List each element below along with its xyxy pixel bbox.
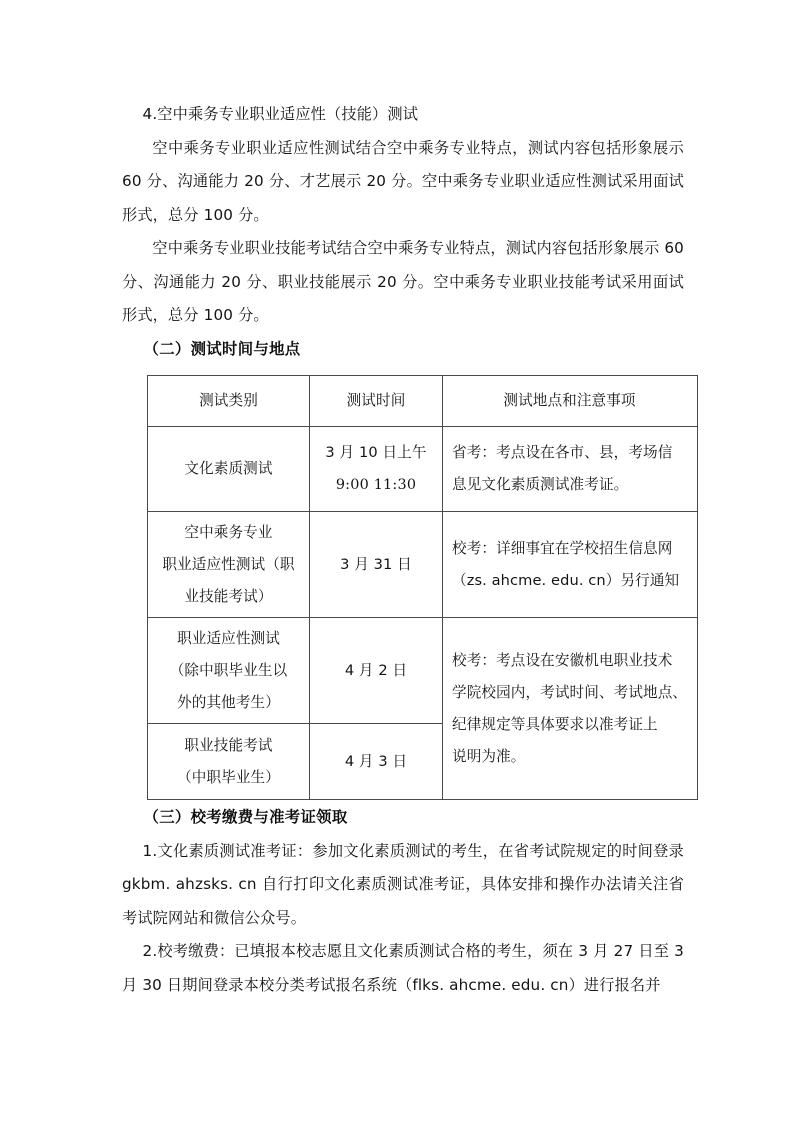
- header-category: 测试类别: [148, 376, 310, 427]
- cell-category: [148, 512, 310, 618]
- cell-text-line: 职业适应性测试（职: [162, 555, 295, 573]
- document-body: [122, 98, 684, 366]
- cell-text-line: 3 月 31 日: [340, 555, 412, 573]
- cell-text-line: 说明为准。: [452, 747, 526, 765]
- cell-text-line: 9:00 11:30: [335, 477, 417, 493]
- cell-time: [310, 724, 443, 800]
- cell-text-line: 纪律规定等具体要求以准考证上: [452, 715, 658, 733]
- header-location: 测试地点和注意事项: [443, 376, 698, 427]
- heading-fee-and-admission-ticket: （三）校考缴费与准考证领取: [143, 808, 348, 826]
- cell-category: [148, 427, 310, 512]
- item-school-exam-fee: 2.校考缴费：已填报本校志愿且文化素质测试合格的考生，须在 3 月 27 日至 3 月 30 日期间登录本校分类考试报名系统（flks. ahcme. edu. cn）进行报名并: [122, 942, 684, 994]
- cell-location-merged: [443, 618, 698, 800]
- cell-text-line: 校考：考点设在安徽机电职业技术: [452, 651, 673, 669]
- cell-time: [310, 512, 443, 618]
- cell-time: [310, 618, 443, 724]
- cell-text-line: 职业技能考试: [184, 736, 273, 754]
- cell-text-line: 空中乘务专业: [184, 523, 273, 541]
- cell-text-line: （除中职毕业生以: [169, 661, 288, 679]
- cell-time: [310, 427, 443, 512]
- document-body-lower: [122, 801, 684, 1002]
- cell-text-line: 文化素质测试: [184, 460, 273, 477]
- schedule-table: [147, 375, 698, 800]
- cell-text-line: 外的其他考生）: [177, 693, 280, 711]
- cell-text-line: 4 月 2 日: [344, 661, 408, 679]
- heading-test-time-and-place: （二）测试时间与地点: [143, 339, 301, 358]
- table-row: [148, 512, 698, 618]
- cell-text-line: 息见文化素质测试准考证。: [452, 476, 629, 493]
- header-time: 测试时间: [310, 376, 443, 427]
- item-cultural-quality-ticket: 1.文化素质测试准考证：参加文化素质测试的考生，在省考试院规定的时间登录 gkbm. ahzsks. cn 自行打印文化素质测试准考证，具体安排和操作办法请关注省考试院网站和微信公众号。: [122, 841, 684, 927]
- cell-category: [148, 618, 310, 724]
- cell-text-line: 职业适应性测试: [177, 629, 280, 647]
- cell-text-line: 业技能考试）: [184, 587, 273, 605]
- section-heading-4: 4.空中乘务专业职业适应性（技能）测试: [142, 105, 419, 123]
- cell-location: [443, 427, 698, 512]
- cell-text-line: 4 月 3 日: [344, 752, 408, 770]
- cell-text-line: 学院校园内，考试时间、考试地点、: [452, 683, 688, 701]
- table-row: [148, 618, 698, 724]
- table-header-row: [148, 376, 698, 427]
- paragraph-aviation-aptitude: 空中乘务专业职业适应性测试结合空中乘务专业特点，测试内容包括形象展示 60 分、沟通能力 20 分、才艺展示 20 分。空中乘务专业职业适应性测试采用面试形式，总分 100 分。: [122, 138, 684, 224]
- paragraph-aviation-skill: 空中乘务专业职业技能考试结合空中乘务专业特点，测试内容包括形象展示 60 分、沟通能力 20 分、职业技能展示 20 分。空中乘务专业职业技能考试采用面试形式，总分 100 分。: [122, 239, 684, 324]
- schedule-table-wrap: [147, 375, 688, 800]
- cell-text-line: 校考：详细事宜在学校招生信息网: [452, 539, 673, 557]
- cell-text-line: 3 月 10 日上午: [325, 444, 427, 461]
- cell-location: [443, 512, 698, 618]
- cell-category: [148, 724, 310, 800]
- cell-text-line: （zs. ahcme. edu. cn）另行通知: [452, 571, 680, 589]
- table-row: [148, 427, 698, 512]
- cell-text-line: 省考：考点设在各市、县，考场信: [452, 444, 673, 461]
- cell-text-line: （中职毕业生）: [177, 768, 280, 786]
